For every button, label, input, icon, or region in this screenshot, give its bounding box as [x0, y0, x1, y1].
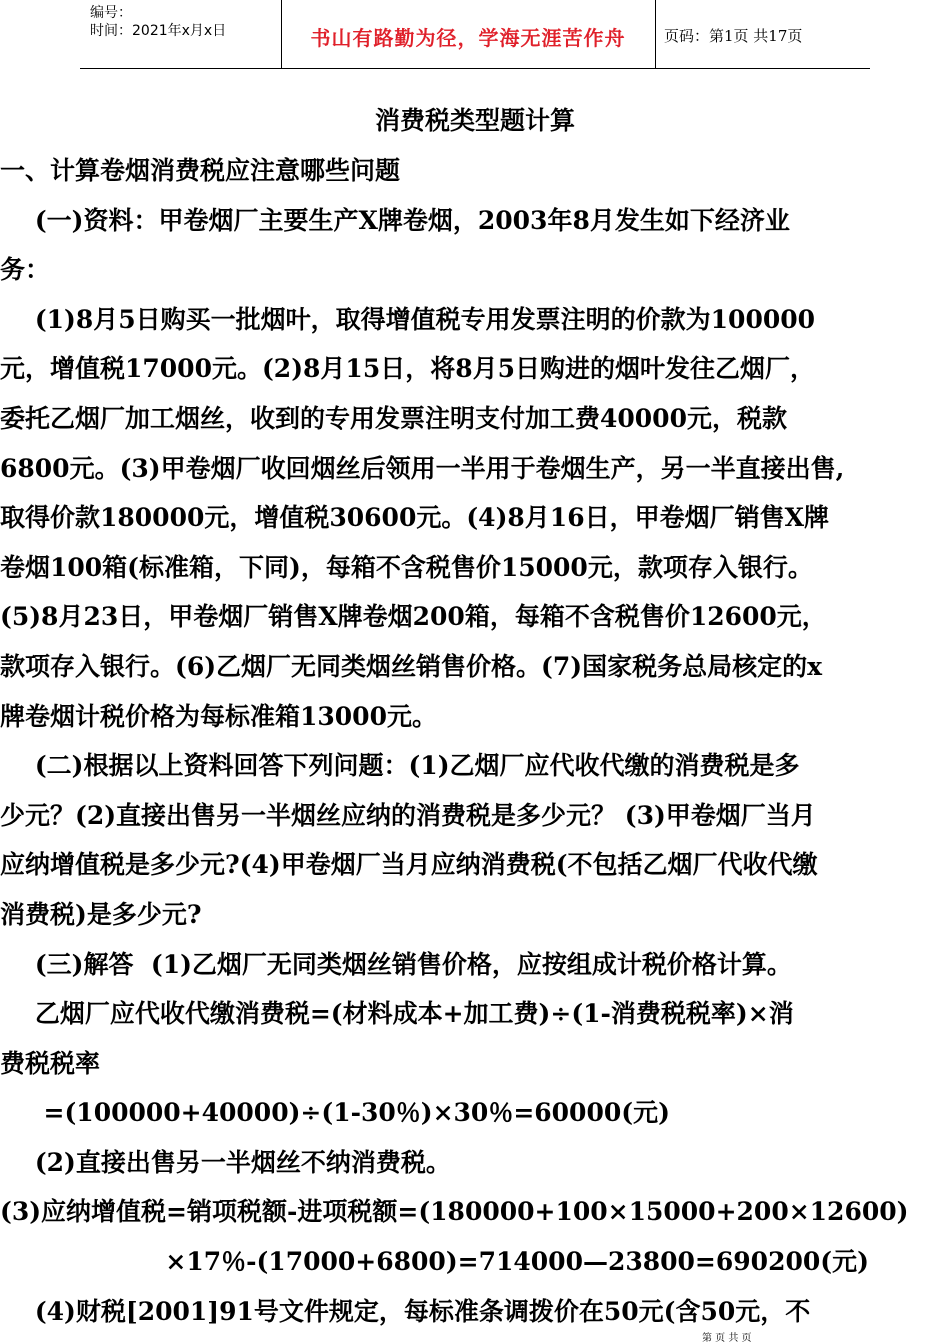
text-line: 务：: [0, 255, 51, 285]
text-line: ×17％-(17000+6800)=714000—23800=690200(元): [0, 1247, 869, 1277]
text-line: 消费税)是多少元?: [0, 899, 202, 929]
header-meta: [90, 4, 226, 40]
date-label: 时间：2021年x月x日: [90, 23, 227, 39]
header-motto: 书山有路勤为径，学海无涯苦作舟: [310, 26, 626, 50]
text-line: 牌卷烟计税价格为每标准箱13000元。: [0, 701, 437, 731]
text-line: 款项存入银行。(6)乙烟厂无同类烟丝销售价格。(7)国家税务总局核定的x: [0, 651, 823, 681]
text-line: 少元？(2)直接出售另一半烟丝应纳的消费税是多少元？ (3)甲卷烟厂当月: [0, 800, 816, 830]
text-line: (5)8月23日，甲卷烟厂销售X牌卷烟200箱，每箱不含税售价12600元，: [0, 602, 827, 632]
text-line: (3)应纳增值税=销项税额-进项税额=(180000+100×15000+200×12600): [0, 1197, 909, 1227]
text-line: 一、计算卷烟消费税应注意哪些问题: [0, 156, 401, 185]
document-body: [0, 146, 950, 1336]
text-line: 应纳增值税是多少元?(4)甲卷烟厂当月应纳消费税(不包括乙烟厂代收代缴: [0, 850, 818, 880]
text-line: =(100000+40000)÷(1-30％)×30％=60000(元): [0, 1098, 670, 1128]
text-line: 6800元。(3)甲卷烟厂收回烟丝后领用一半用于卷烟生产，另一半直接出售,: [0, 453, 845, 483]
text-line: 费税税率: [0, 1048, 101, 1078]
text-line: (一)资料：甲卷烟厂主要生产X牌卷烟，2003年8月发生如下经济业: [0, 205, 790, 235]
header-divider: [655, 0, 656, 68]
text-line: (1)8月5日购买一批烟叶，取得增值税专用发票注明的价款为100000: [0, 304, 816, 334]
page-header: [80, 0, 870, 69]
text-line: (4)财税[2001]91号文件规定，每标准条调拨价在50元(含50元，不: [0, 1296, 811, 1326]
text-line: (三)解答 (1)乙烟厂无同类烟丝销售价格，应按组成计税价格计算。: [0, 949, 792, 979]
text-line: 委托乙烟厂加工烟丝，收到的专用发票注明支付加工费40000元，税款: [0, 403, 787, 433]
document-title: 消费税类型题计算: [374, 106, 575, 135]
text-line: 乙烟厂应代收代缴消费税=(材料成本+加工费)÷(1-消费税税率)×消: [0, 999, 794, 1029]
text-line: 取得价款180000元，增值税30600元。(4)8月16日，甲卷烟厂销售X牌: [0, 503, 829, 533]
page-info: 页码：第1页 共17页: [664, 27, 803, 45]
text-line: 卷烟100箱(标准箱，下同)，每箱不含税售价15000元，款项存入银行。: [0, 552, 813, 582]
text-line: (2)直接出售另一半烟丝不纳消费税。: [0, 1147, 451, 1177]
serial-number-label: 编号：: [90, 5, 132, 21]
text-line: 元，增值税17000元。(2)8月15日，将8月5日购进的烟叶发往乙烟厂，: [0, 354, 816, 384]
text-line: (二)根据以上资料回答下列问题：(1)乙烟厂应代收代缴的消费税是多: [0, 751, 800, 781]
page-footer: 第 页 共 页: [702, 1333, 752, 1344]
